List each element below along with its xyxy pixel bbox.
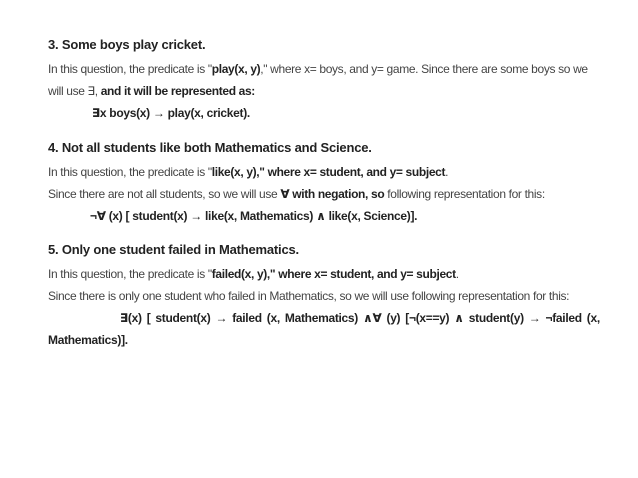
explanation-line: Since there is only one student who failed in Mathematics, so we will use following representation for this: — [48, 289, 570, 303]
text-span: In this question, the predicate is " — [48, 62, 212, 76]
explanation-line — [48, 161, 618, 183]
section-3 — [48, 36, 618, 124]
bold-span: and it will be represented as: — [100, 84, 255, 98]
logic-formula-continuation: Mathematics)]. — [48, 333, 128, 347]
section-heading: 3. Some boys play cricket. — [48, 37, 206, 52]
explanation-line — [48, 80, 618, 102]
section-4 — [48, 139, 618, 227]
text-span: ," where x= boys, and y= game. Since there are some boys so we — [260, 62, 588, 76]
explanation-line — [48, 58, 618, 80]
text-span: Since there are not all students, so we will use — [48, 187, 281, 201]
logic-formula: ∃(x) [ student(x) → failed (x, Mathematics) ∧∀ (y) [¬(x==y) ∧ student(y) → ¬failed (x, — [120, 311, 600, 325]
text-span: In this question, the predicate is " — [48, 267, 212, 281]
explanation-line — [48, 183, 618, 205]
bold-span: play(x, y) — [211, 62, 261, 76]
document-body — [48, 36, 618, 351]
text-span: . — [445, 165, 449, 179]
bold-span: ∀ with negation, so — [280, 187, 385, 201]
section-5 — [48, 241, 618, 351]
text-span: . — [455, 267, 459, 281]
text-span: will use ∃, — [48, 84, 101, 98]
text-span: following representation for this: — [384, 187, 545, 201]
logic-formula: ¬∀ (x) [ student(x) → like(x, Mathematics) ∧ like(x, Science)]. — [90, 209, 418, 223]
section-heading: 5. Only one student failed in Mathematics. — [48, 242, 299, 257]
bold-span: like(x, y)," where x= student, and y= subject — [211, 165, 446, 179]
logic-formula: ∃x boys(x) → play(x, cricket). — [92, 106, 250, 120]
explanation-line — [48, 263, 618, 285]
section-heading: 4. Not all students like both Mathematics and Science. — [48, 140, 372, 155]
text-span: In this question, the predicate is " — [48, 165, 212, 179]
bold-span: failed(x, y)," where x= student, and y= subject — [211, 267, 456, 281]
